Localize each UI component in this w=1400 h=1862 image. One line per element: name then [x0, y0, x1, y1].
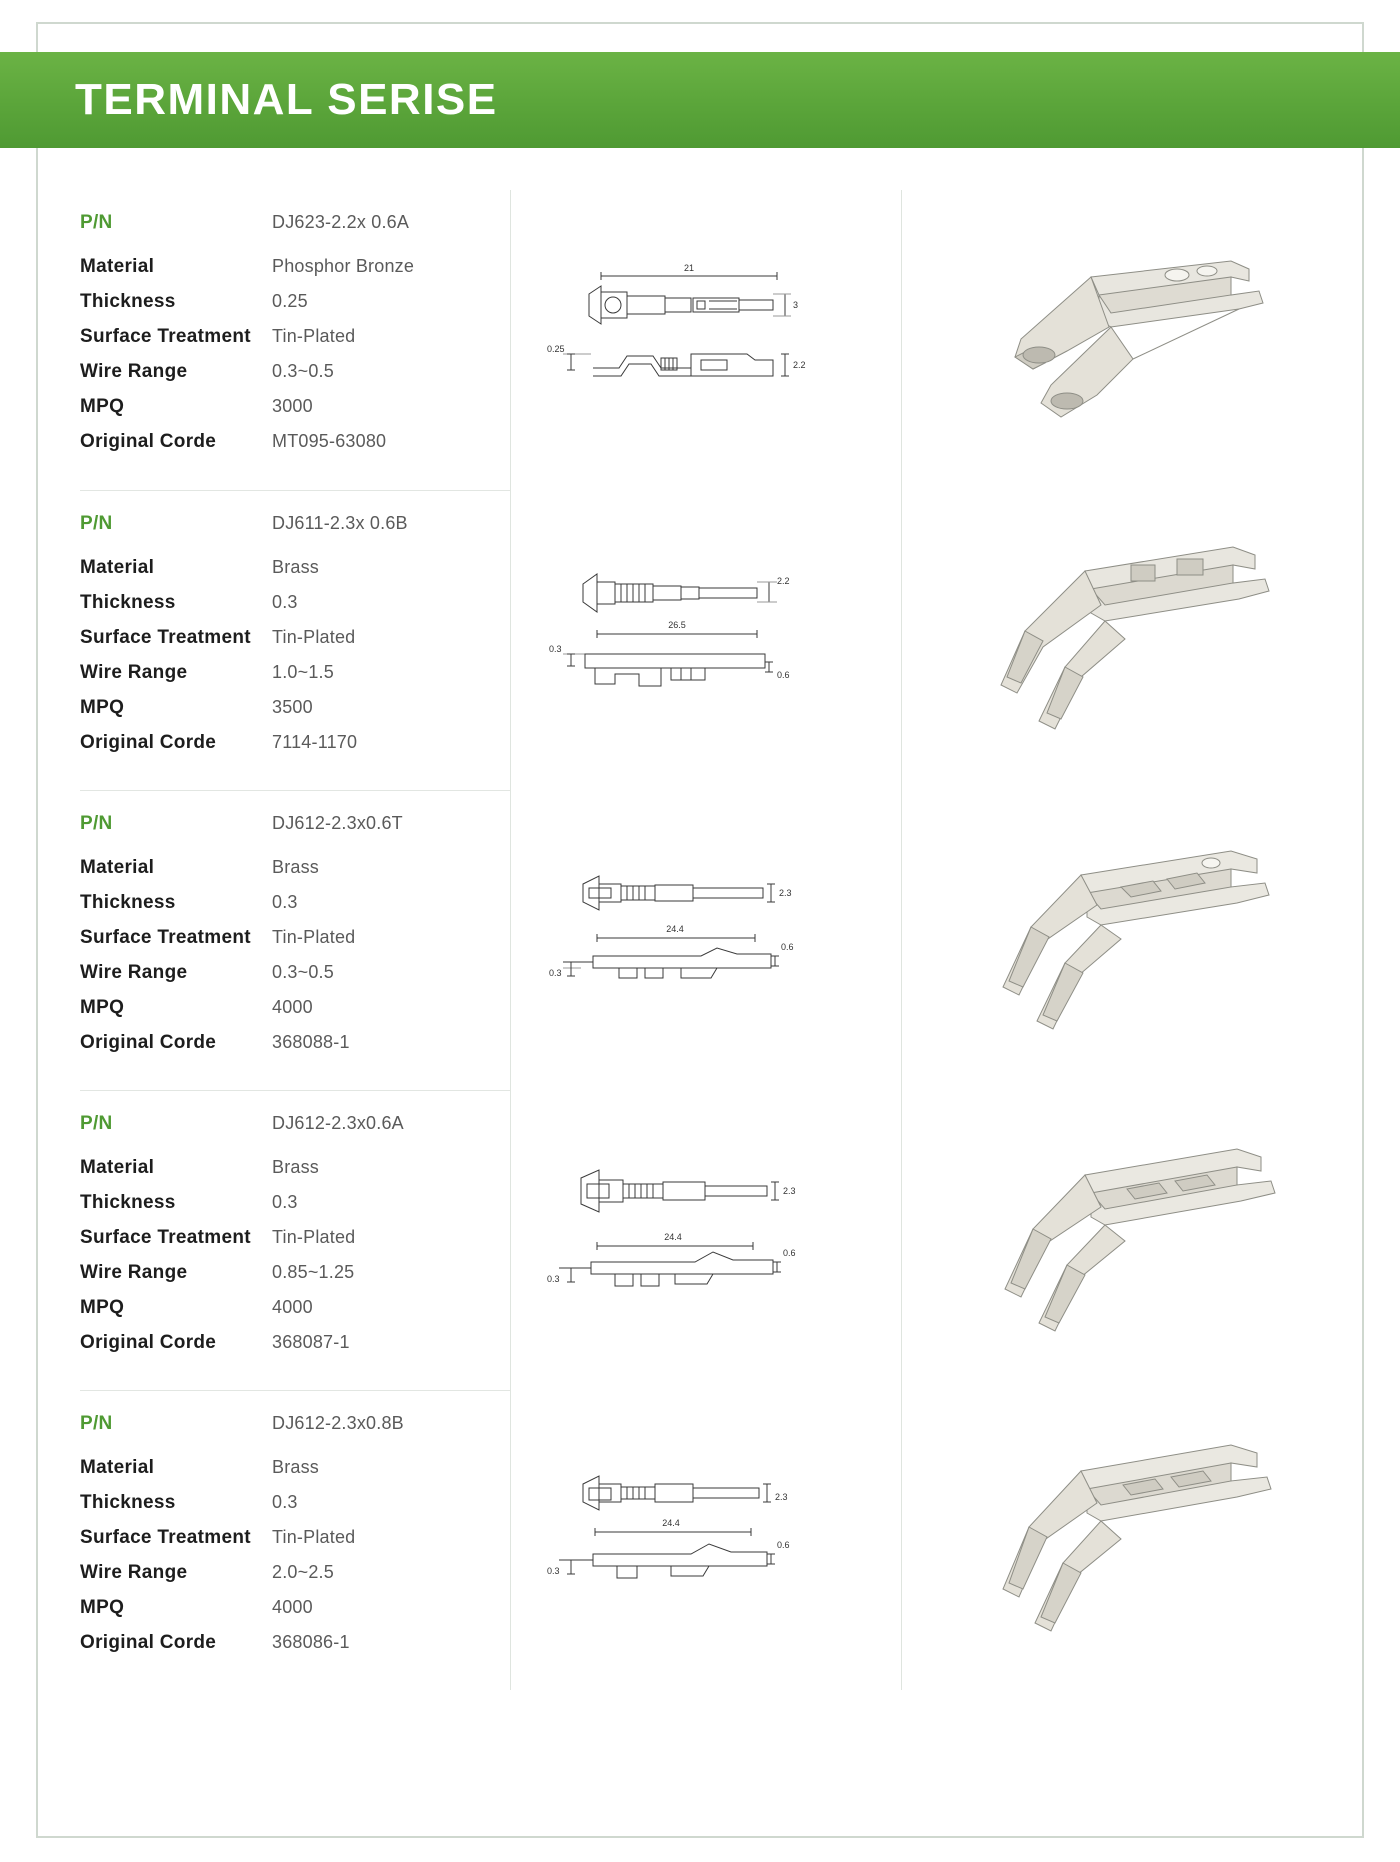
spec-row-mpq	[80, 1597, 480, 1619]
spec-value-mpq: 3500	[272, 697, 313, 717]
spec-label-original-corde: Original Corde	[80, 1632, 217, 1653]
spec-table	[80, 1390, 510, 1676]
page-header	[0, 52, 1400, 148]
product-photo	[902, 1090, 1360, 1390]
spec-value-material: Phosphor Bronze	[272, 256, 415, 276]
spec-row-thickness	[80, 892, 480, 914]
spec-value-material: Brass	[272, 1157, 320, 1177]
spec-label-wire-range: Wire Range	[80, 361, 188, 382]
spec-value-thickness: 0.25	[272, 291, 308, 311]
spec-label-surface: Surface Treatment	[80, 1527, 251, 1548]
technical-drawing	[511, 1090, 901, 1390]
spec-row-surface	[80, 927, 480, 949]
spec-column	[40, 190, 510, 475]
spec-label-material: Material	[80, 1457, 155, 1478]
technical-drawing	[511, 790, 901, 1090]
spec-row-original-corde	[80, 1332, 480, 1354]
spec-value-pn: DJ612-2.3x0.8B	[272, 1413, 404, 1433]
spec-row-thickness	[80, 291, 480, 313]
spec-row-wire-range	[80, 1262, 480, 1284]
spec-value-wire-range: 0.3~0.5	[272, 361, 334, 381]
spec-value-thickness: 0.3	[272, 892, 298, 912]
spec-value-mpq: 3000	[272, 396, 313, 416]
spec-label-surface: Surface Treatment	[80, 927, 251, 948]
dim-bottom-length: 24.4	[662, 1518, 680, 1528]
spec-row-original-corde	[80, 732, 480, 754]
spec-column	[40, 790, 510, 1076]
dim-top-height: 2.2	[777, 576, 790, 586]
spec-value-original-corde: 368087-1	[272, 1332, 350, 1352]
product-row	[40, 1390, 1360, 1690]
technical-drawing	[511, 490, 901, 790]
product-photo	[902, 1390, 1360, 1690]
product-row	[40, 790, 1360, 1090]
spec-row-wire-range	[80, 662, 480, 684]
spec-value-original-corde: MT095-63080	[272, 431, 387, 451]
spec-label-original-corde: Original Corde	[80, 1032, 217, 1053]
spec-row-material	[80, 256, 480, 278]
spec-label-wire-range: Wire Range	[80, 662, 188, 683]
spec-label-wire-range: Wire Range	[80, 1562, 188, 1583]
spec-row-mpq	[80, 997, 480, 1019]
spec-value-mpq: 4000	[272, 997, 313, 1017]
product-row	[40, 490, 1360, 790]
spec-value-wire-range: 0.3~0.5	[272, 962, 334, 982]
spec-value-surface: Tin-Plated	[272, 1527, 356, 1547]
page-title: TERMINAL SERISE	[75, 75, 498, 124]
spec-row-surface	[80, 326, 480, 348]
spec-value-surface: Tin-Plated	[272, 1227, 356, 1247]
spec-row-pn	[80, 513, 480, 535]
spec-label-pn: P/N	[80, 1113, 113, 1134]
dim-top-height: 2.3	[779, 888, 792, 898]
spec-value-pn: DJ612-2.3x0.6T	[272, 813, 403, 833]
dim-top-height: 3	[793, 300, 799, 310]
dim-bottom-length: 24.4	[664, 1232, 682, 1242]
spec-label-pn: P/N	[80, 513, 113, 534]
spec-value-wire-range: 1.0~1.5	[272, 662, 334, 682]
spec-row-thickness	[80, 1492, 480, 1514]
spec-row-mpq	[80, 1297, 480, 1319]
spec-value-material: Brass	[272, 857, 320, 877]
spec-value-thickness: 0.3	[272, 1192, 298, 1212]
spec-value-original-corde: 368086-1	[272, 1632, 350, 1652]
spec-label-pn: P/N	[80, 1413, 113, 1434]
dim-bottom-height: 0.6	[777, 670, 790, 680]
dim-side-thickness: 0.3	[547, 1274, 560, 1284]
spec-label-thickness: Thickness	[80, 592, 176, 613]
spec-label-thickness: Thickness	[80, 892, 176, 913]
spec-row-wire-range	[80, 962, 480, 984]
spec-value-surface: Tin-Plated	[272, 326, 356, 346]
spec-value-pn: DJ611-2.3x 0.6B	[272, 513, 408, 533]
spec-label-mpq: MPQ	[80, 997, 125, 1018]
spec-label-mpq: MPQ	[80, 697, 125, 718]
spec-row-pn	[80, 212, 480, 234]
product-photo	[902, 490, 1360, 790]
spec-label-mpq: MPQ	[80, 396, 125, 417]
spec-value-thickness: 0.3	[272, 1492, 298, 1512]
spec-row-wire-range	[80, 1562, 480, 1584]
spec-row-material	[80, 1457, 480, 1479]
spec-table	[80, 190, 510, 475]
spec-row-material	[80, 857, 480, 879]
spec-label-original-corde: Original Corde	[80, 1332, 217, 1353]
spec-label-thickness: Thickness	[80, 1192, 176, 1213]
product-photo	[902, 190, 1360, 490]
spec-column	[40, 490, 510, 776]
spec-label-thickness: Thickness	[80, 1492, 176, 1513]
spec-row-pn	[80, 1113, 480, 1135]
dim-top-height: 2.3	[783, 1186, 796, 1196]
spec-value-mpq: 4000	[272, 1597, 313, 1617]
dim-bottom-length: 24.4	[666, 924, 684, 934]
spec-value-pn: DJ612-2.3x0.6A	[272, 1113, 404, 1133]
product-list	[40, 190, 1360, 1822]
spec-value-thickness: 0.3	[272, 592, 298, 612]
spec-label-material: Material	[80, 857, 155, 878]
spec-row-surface	[80, 627, 480, 649]
dim-side-thickness: 0.3	[549, 644, 562, 654]
spec-row-wire-range	[80, 361, 480, 383]
spec-row-material	[80, 557, 480, 579]
spec-value-material: Brass	[272, 557, 320, 577]
dim-side-height: 2.2	[793, 360, 806, 370]
spec-row-surface	[80, 1527, 480, 1549]
product-photo	[902, 790, 1360, 1090]
spec-column	[40, 1090, 510, 1376]
spec-value-wire-range: 0.85~1.25	[272, 1262, 355, 1282]
spec-label-material: Material	[80, 256, 155, 277]
spec-row-material	[80, 1157, 480, 1179]
spec-table	[80, 1090, 510, 1376]
technical-drawing	[511, 1390, 901, 1690]
spec-label-thickness: Thickness	[80, 291, 176, 312]
spec-label-pn: P/N	[80, 813, 113, 834]
spec-label-wire-range: Wire Range	[80, 962, 188, 983]
spec-value-pn: DJ623-2.2x 0.6A	[272, 212, 410, 232]
spec-row-pn	[80, 1413, 480, 1435]
spec-label-original-corde: Original Corde	[80, 732, 217, 753]
spec-row-original-corde	[80, 431, 480, 453]
spec-label-wire-range: Wire Range	[80, 1262, 188, 1283]
spec-row-mpq	[80, 396, 480, 418]
dim-side-thickness: 0.3	[549, 968, 562, 978]
spec-label-surface: Surface Treatment	[80, 627, 251, 648]
dim-side-thickness: 0.3	[547, 1566, 560, 1576]
spec-value-surface: Tin-Plated	[272, 927, 356, 947]
spec-value-original-corde: 7114-1170	[272, 732, 358, 752]
spec-row-surface	[80, 1227, 480, 1249]
product-row	[40, 190, 1360, 490]
spec-label-material: Material	[80, 1157, 155, 1178]
spec-row-pn	[80, 813, 480, 835]
spec-label-pn: P/N	[80, 212, 113, 233]
spec-label-surface: Surface Treatment	[80, 326, 251, 347]
spec-label-mpq: MPQ	[80, 1297, 125, 1318]
spec-row-original-corde	[80, 1032, 480, 1054]
spec-row-original-corde	[80, 1632, 480, 1654]
spec-column	[40, 1390, 510, 1676]
spec-value-original-corde: 368088-1	[272, 1032, 350, 1052]
spec-row-mpq	[80, 697, 480, 719]
spec-row-thickness	[80, 1192, 480, 1214]
spec-value-wire-range: 2.0~2.5	[272, 1562, 334, 1582]
dim-side-thickness: 0.25	[547, 344, 565, 354]
dim-bottom-length: 26.5	[668, 620, 686, 630]
spec-value-surface: Tin-Plated	[272, 627, 356, 647]
dim-top-length: 21	[683, 263, 695, 273]
spec-value-material: Brass	[272, 1457, 320, 1477]
spec-label-original-corde: Original Corde	[80, 431, 217, 452]
dim-top-height: 2.3	[775, 1492, 788, 1502]
spec-label-mpq: MPQ	[80, 1597, 125, 1618]
spec-table	[80, 790, 510, 1076]
spec-label-surface: Surface Treatment	[80, 1227, 251, 1248]
spec-label-material: Material	[80, 557, 155, 578]
spec-value-mpq: 4000	[272, 1297, 313, 1317]
dim-bottom-height: 0.6	[783, 1248, 796, 1258]
product-row	[40, 1090, 1360, 1390]
technical-drawing	[511, 190, 901, 490]
spec-table	[80, 490, 510, 776]
spec-row-thickness	[80, 592, 480, 614]
dim-bottom-height: 0.6	[781, 942, 794, 952]
dim-bottom-height: 0.6	[777, 1540, 790, 1550]
